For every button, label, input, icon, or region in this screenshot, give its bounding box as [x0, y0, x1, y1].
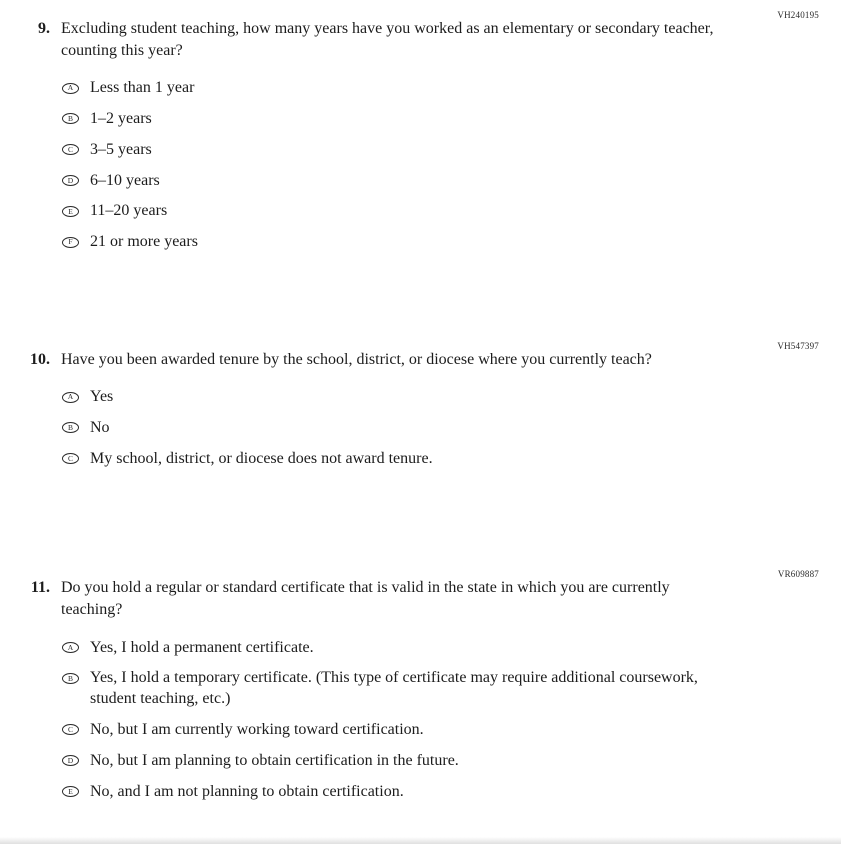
bubble-letter: D: [67, 175, 74, 185]
option-11e[interactable]: [62, 782, 841, 803]
answer-bubble-icon[interactable]: [62, 673, 79, 684]
bubble-letter: C: [67, 725, 73, 735]
option-label: Less than 1 year: [90, 79, 195, 97]
option-9c[interactable]: [62, 140, 841, 161]
option-label: No, but I am currently working toward certification.: [90, 720, 424, 738]
bubble-letter: E: [68, 786, 73, 796]
question-9-text: Excluding student teaching, how many years have you worked as an elementary or secondary teacher, counting this year?: [61, 20, 714, 60]
option-9d[interactable]: [62, 171, 841, 192]
bubble-letter: A: [67, 392, 74, 402]
option-label: Yes, I hold a permanent certificate.: [90, 638, 314, 656]
option-label: 6–10 years: [90, 171, 160, 189]
bubble-letter: A: [67, 642, 74, 652]
option-11b[interactable]: [62, 668, 841, 710]
question-11-options: [62, 638, 841, 803]
answer-bubble-icon[interactable]: [62, 642, 79, 653]
bubble-letter: B: [67, 673, 73, 683]
option-11d[interactable]: [62, 751, 841, 772]
bubble-letter: F: [68, 237, 73, 247]
question-10: [22, 340, 841, 469]
answer-bubble-icon[interactable]: [62, 175, 79, 186]
option-label: 21 or more years: [90, 233, 198, 251]
option-11c[interactable]: [62, 720, 841, 741]
option-9b[interactable]: [62, 109, 841, 130]
option-10a[interactable]: [62, 387, 841, 408]
answer-bubble-icon[interactable]: [62, 206, 79, 217]
option-label: 1–2 years: [90, 109, 152, 127]
question-10-code: VH547397: [777, 340, 819, 351]
question-10-header: [22, 349, 841, 371]
answer-bubble-icon[interactable]: [62, 237, 79, 248]
answer-bubble-icon[interactable]: [62, 755, 79, 766]
answer-bubble-icon[interactable]: [62, 392, 79, 403]
question-10-options: [62, 387, 841, 469]
option-9f[interactable]: [62, 232, 841, 253]
question-11: [22, 569, 841, 802]
option-label: My school, district, or diocese does not award tenure.: [90, 449, 433, 467]
option-label: 11–20 years: [90, 202, 168, 220]
option-10b[interactable]: [62, 418, 841, 439]
bubble-letter: A: [67, 83, 74, 93]
option-11a[interactable]: [62, 638, 841, 659]
question-9: [22, 10, 841, 253]
bubble-letter: C: [67, 453, 73, 463]
bubble-letter: C: [67, 145, 73, 154]
question-9-code: VH240195: [777, 10, 819, 20]
question-11-header: [22, 577, 841, 621]
answer-bubble-icon[interactable]: [62, 422, 79, 433]
answer-bubble-icon[interactable]: [62, 786, 79, 797]
bubble-letter: B: [67, 423, 73, 433]
question-11-number: 11.: [30, 579, 50, 597]
question-9-options: [62, 78, 841, 253]
question-11-code: VR609887: [777, 569, 819, 580]
option-9e[interactable]: [62, 201, 841, 222]
answer-bubble-icon[interactable]: [62, 453, 79, 464]
answer-bubble-icon[interactable]: [62, 83, 79, 94]
bubble-letter: E: [68, 206, 73, 216]
option-label: No, but I am planning to obtain certification in the future.: [90, 751, 459, 769]
option-label: Yes: [90, 388, 114, 406]
question-10-number: 10.: [30, 350, 50, 368]
option-label: Yes, I hold a temporary certificate. (This type of certificate may require additional coursework, student teaching, etc.): [90, 669, 698, 708]
option-label: No, and I am not planning to obtain certification.: [90, 782, 404, 800]
option-9a[interactable]: [62, 78, 841, 99]
question-11-text: Do you hold a regular or standard certificate that is valid in the state in which you are currently teaching?: [61, 579, 670, 619]
page-bottom-edge: [0, 837, 841, 844]
question-9-header: [22, 18, 841, 62]
answer-bubble-icon[interactable]: [62, 113, 79, 124]
option-10c[interactable]: [62, 449, 841, 470]
answer-bubble-icon[interactable]: [62, 724, 79, 735]
question-9-number: 9.: [38, 20, 50, 37]
option-label: 3–5 years: [90, 140, 152, 158]
option-label: No: [90, 418, 110, 436]
bubble-letter: B: [67, 114, 73, 124]
answer-bubble-icon[interactable]: [62, 144, 79, 155]
question-10-text: Have you been awarded tenure by the school, district, or diocese where you currently teach?: [61, 350, 652, 368]
bubble-letter: D: [67, 756, 74, 765]
